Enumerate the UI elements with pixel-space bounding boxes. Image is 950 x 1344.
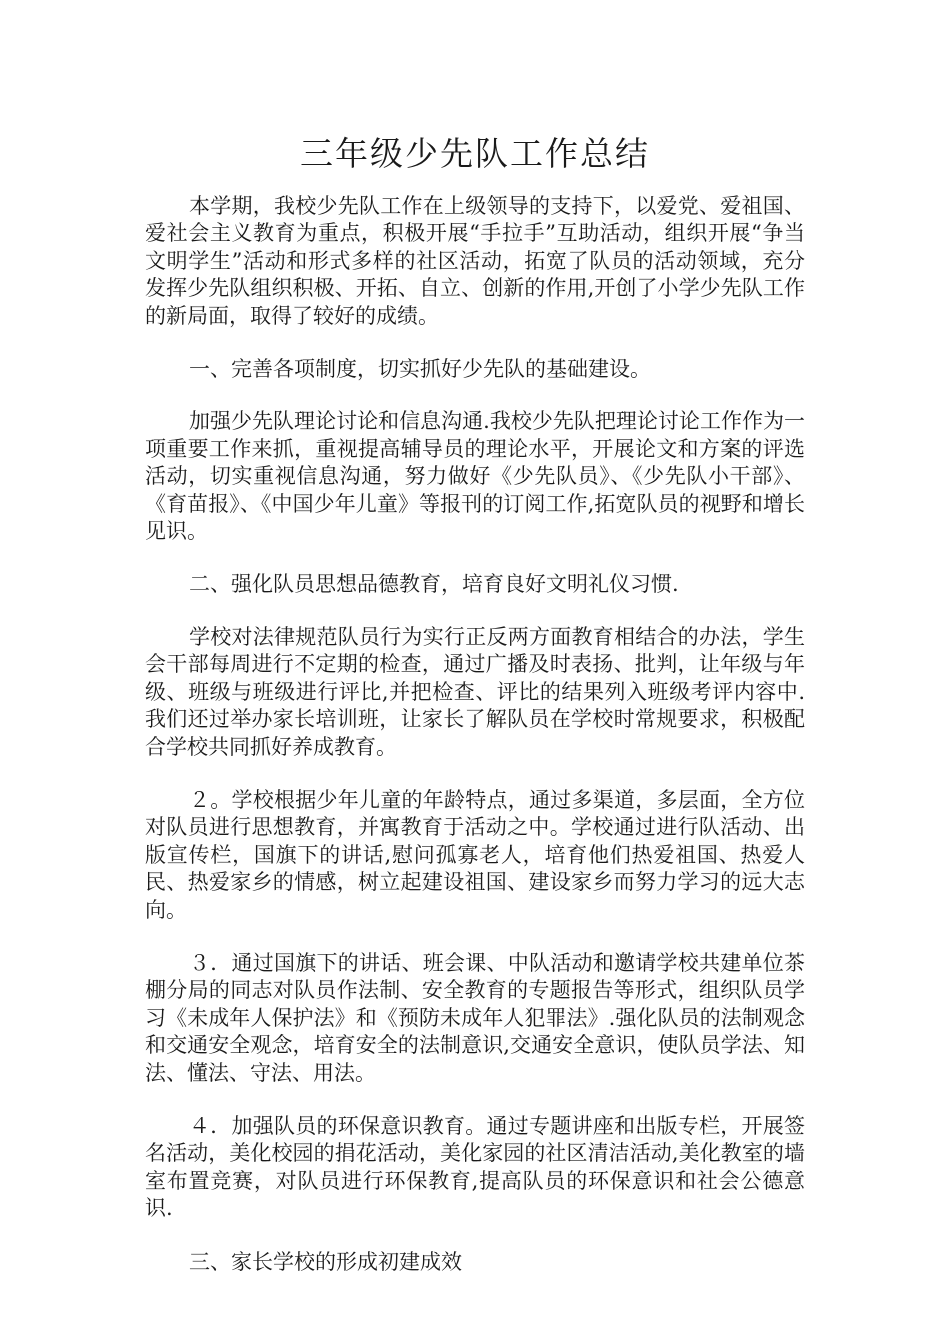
document-body [145, 193, 805, 1276]
document-title: 三年级少先队工作总结 [300, 134, 650, 173]
section-2-paragraph-4: ４．加强队员的环保意识教育。通过专题讲座和出版专栏，开展签名活动，美化校园的捐花活动，美化家园的社区清洁活动,美化教室的墙室布置竞赛，对队员进行环保教育,提高队员的环保意识和社会公德意识. [145, 1113, 805, 1221]
section-heading-2: 二、强化队员思想品德教育，培育良好文明礼仪习惯. [189, 572, 679, 597]
section-heading-3: 三、家长学校的形成初建成效 [189, 1249, 462, 1274]
section-2-paragraph-1: 学校对法律规范队员行为实行正反两方面教育相结合的办法，学生会干部每周进行不定期的检查，通过广播及时表扬、批判，让年级与年级、班级与班级进行评比,并把检查、评比的结果列入班级考评内容中.我们还过举办家长培训班，让家长了解队员在学校时常规要求，积极配合学校共同抓好养成教育。 [145, 624, 805, 759]
section-2-paragraph-3: ３．通过国旗下的讲话、班会课、中队活动和邀请学校共建单位茶棚分局的同志对队员作法制、安全教育的专题报告等形式，组织队员学习《未成年人保护法》和《预防未成年人犯罪法》.强化队员的法制观念和交通安全观念，培育安全的法制意识,交通安全意识，使队员学法、知法、懂法、守法、用法。 [145, 950, 805, 1085]
intro-paragraph: 本学期，我校少先队工作在上级领导的支持下，以爱党、爱祖国、爱社会主义教育为重点，积极开展“手拉手”互助活动，组织开展“争当文明学生”活动和形式多样的社区活动，拓宽了队员的活动领域，充分发挥少先队组织积极、开拓、自立、创新的作用,开创了小学少先队工作的新局面，取得了较好的成绩。 [145, 194, 805, 328]
section-2-paragraph-2: ２。学校根据少年儿童的年龄特点，通过多渠道，多层面，全方位对队员进行思想教育，并寓教育于活动之中。学校通过进行队活动、出版宣传栏，国旗下的讲话,慰问孤寡老人，培育他们热爱祖国、热爱人民、热爱家乡的情感，树立起建设祖国、建设家乡而努力学习的远大志向。 [145, 787, 805, 922]
section-1-paragraph: 加强少先队理论讨论和信息沟通.我校少先队把理论讨论工作作为一项重要工作来抓，重视提高辅导员的理论水平，开展论文和方案的评选活动，切实重视信息沟通，努力做好《少先队员》、《少先队小干部》、《育苗报》、《中国少年儿童》等报刊的订阅工作,拓宽队员的视野和增长见识。 [145, 409, 805, 544]
section-heading-1: 一、完善各项制度，切实抓好少先队的基础建设。 [189, 357, 651, 382]
